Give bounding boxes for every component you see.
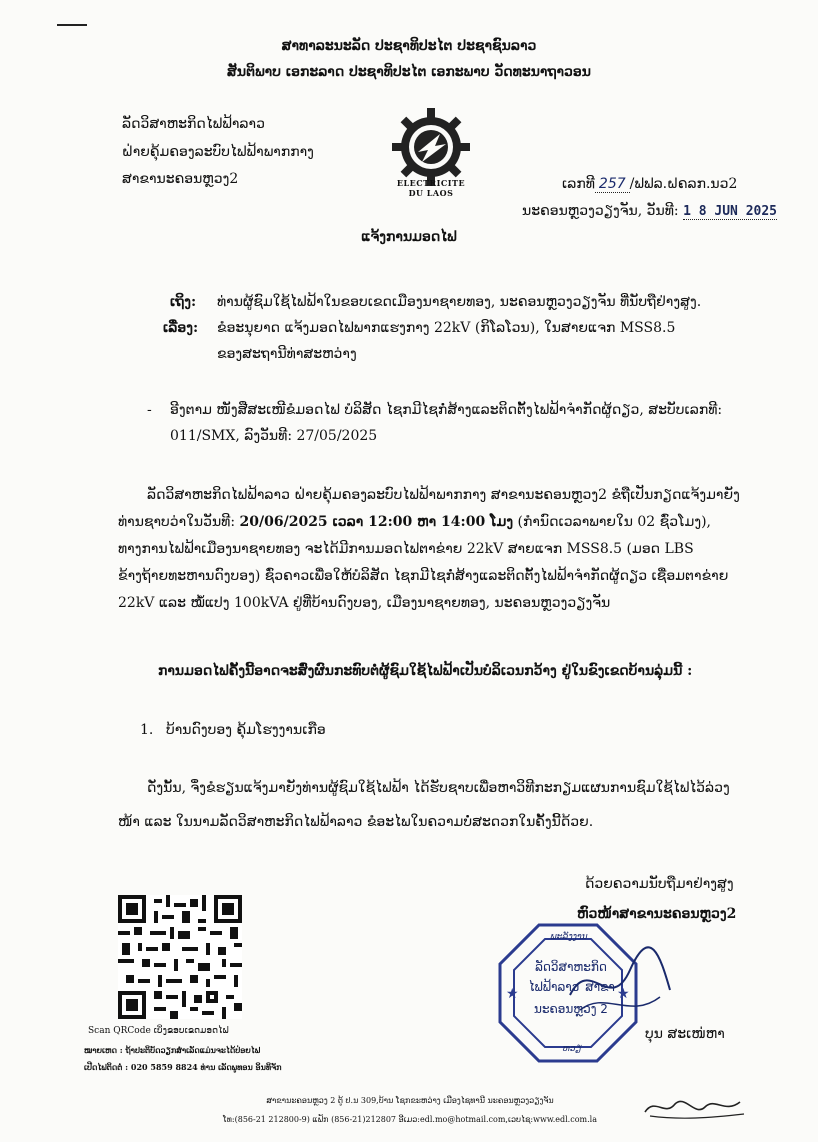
body-line-5: 22kV ແລະ ໝໍ້ແປງ 100kVA ຢູ່ທີ່ບ້ານດົງບອງ, ເມືອງນາຊາຍທອງ, ນະຄອນຫຼວງວຽງຈັນ [118, 595, 611, 611]
footer-contact: ໂທ:(856-21 212800-9) ແຟັກ (856-21)212807 ອີເມວ:edl.mo@hotmail.com,ເວບໄຊ:www.edl.com.la [223, 1115, 597, 1124]
to-label: ເຖິງ: [170, 294, 197, 310]
footer-address: ສາຂານະຄອນຫຼວງ 2 ຕູ້ ປ.ນ 309,ບ້ານ ໂຊກຂະຫວ່າງ ເມືອງໄຊທານີ ນະຄອນຫຼວງວຽງຈັນ [266, 1096, 554, 1105]
ref-number [562, 176, 737, 192]
body-line-2 [118, 509, 711, 536]
qr-note-1: ໝາຍເຫດ : ຖ້າປະຕິບັດວຽກສໍາເລັດແມ່ນຈະໄດ້ປ່ອຍໄຟ [84, 1045, 261, 1055]
stamp-line-2: ໄຟຟ້າລາວ [528, 980, 580, 994]
qr-note-2: ເປີດໄຟຕິດຕໍ່ : 020 5859 8824 ທ່ານ ເລັດພູທອນ ອິນທິຈັກ [84, 1062, 282, 1072]
national-motto: ສັນຕິພາບ ເອກະລາດ ປະຊາທິປະໄຕ ເອກະພາບ ວັດທະນາຖາວອນ [227, 64, 591, 80]
org-branch: ສາຂານະຄອນຫຼວງ2 [122, 171, 239, 187]
respect-line: ດ້ວຍຄວາມນັບຖືມາຢ່າງສູງ [585, 876, 734, 892]
qr-caption: Scan QRCode ເບິ່ງຂອບເຂດມອດໄຟ [88, 1026, 229, 1036]
signatory-position: ຫົວໜ້າສາຂານະຄອນຫຼວງ2 [577, 906, 737, 922]
closing-line-2: ໜ້າ ແລະ ໃນນາມລັດວິສາຫະກິດໄຟຟ້າລາວ ຂໍອະໄພໃນຄວາມບໍ່ສະດວກໃນຄັ້ງນີ້ດ້ວຍ. [118, 814, 594, 830]
reference-line-2: 011/SMX, ລົງວັນທີ: 27/05/2025 [170, 428, 378, 444]
qr-code-icon[interactable] [118, 895, 242, 1019]
stamp-bottom-text: ຫວຽ [562, 1044, 582, 1054]
ref-date-stamp: 1 8 JUN 2025 [683, 204, 777, 219]
signatory-name: ບຸນ ສະເໜ່ຫາ [645, 1026, 725, 1042]
stamp-line-3: ສາຂາ [585, 980, 615, 994]
body-line-3: ທາງການໄຟຟ້າເມືອງນາຊາຍທອງ ຈະໄດ້ມີການມອດໄຟຕາຂ່າຍ 22kV ສາຍແຈກ MSS8.5 (ມອດ LBS [118, 541, 694, 557]
country-name: ສາທາລະນະລັດ ປະຊາທິປະໄຕ ປະຊາຊົນລາວ [281, 38, 537, 54]
closing-line-1: ດັ່ງນັ້ນ, ຈຶ່ງຂໍຮຽນແຈ້ງມາຍັງທ່ານຜູ້ຊົມໃຊ້ໄຟຟ້າ ໄດ້ຮັບຊາບເພື່ອຫາວິທີກະກຽມແຜນການຊົມໃຊ້ໄຟໄວ້ລ່ວງ [147, 780, 730, 796]
affected-area: ບ້ານດົງບອງ ຄຸ້ມໂຮງງານເກືອ [166, 722, 326, 738]
body-date-intro: ທ່ານຊາບວ່າໃນວັນທີ: [118, 514, 236, 530]
impact-statement: ການມອດໄຟຄັ້ງນີ້ອາດຈະສົ່ງຜົນກະທົບຕໍ່ຜູ້ຊົມໃຊ້ໄຟຟ້າເປັນບໍລິເວນກວ້າງ ຢູ່ໃນຂົງເຂດບ້ານລຸ່ມນີ້ : [158, 663, 693, 679]
subject-line-1: ຂໍອະນຸຍາດ ແຈ້ງມອດໄຟພາກແຮງກາງ 22kV (ກິໂລໂວນ), ໃນສາຍແຈກ MSS8.5 [217, 320, 676, 336]
ref-number-label: ເລກທີ [562, 176, 595, 192]
org-name: ລັດວິສາຫະກິດໄຟຟ້າລາວ [122, 116, 265, 132]
list-number: 1. [140, 722, 154, 738]
ref-number-suffix: /ຟຟລ.ຝຄລກ.ນວ2 [629, 176, 738, 192]
document-title: ແຈ້ງການມອດໄຟ [361, 229, 457, 245]
signature-scribble-icon [560, 935, 680, 1025]
outage-duration: (ກໍານົດເວລາພາຍໃນ 02 ຊົ່ວໂມງ), [517, 514, 711, 530]
reference-line-1: ອີງຕາມ ໜັງສືສະເໜີຂໍມອດໄຟ ບໍລິສັດ ໄຊກມີໄຊກໍ່ສ້າງແລະຕິດຕັ້ງໄຟຟ້າຈໍາກັດຜູ້ດຽວ, ສະບັບເລກທີ: [170, 402, 723, 418]
initials-scribble-icon [640, 1092, 750, 1122]
svg-text:★: ★ [506, 986, 519, 1002]
stamp-line-4: ນະຄອນຫຼວງ 2 [534, 1002, 608, 1016]
subject-label: ເລື່ອງ: [163, 320, 199, 336]
scan-mark [57, 24, 87, 26]
stamp-line-1: ລັດວິສາຫະກິດ [535, 960, 607, 974]
reference-bullet: - [147, 402, 152, 418]
stamp-top-text: ພະລັງງານ [550, 932, 588, 942]
ref-number-value: 257 [595, 176, 630, 193]
org-department: ຝ່າຍຄຸ້ມຄອງລະບົບໄຟຟ້າພາກກາງ [122, 144, 314, 160]
subject-line-2: ຂອງສະຖານີທ່າສະຫວ່າງ [217, 346, 357, 362]
body-line-1: ລັດວິສາຫະກິດໄຟຟ້າລາວ ຝ່າຍຄຸ້ມຄອງລະບົບໄຟຟ້າພາກກາງ ສາຂານະຄອນຫຼວງ2 ຂໍຖືເປັນກຽດແຈ້ງມາຍັງ [147, 487, 740, 503]
ref-date [522, 203, 777, 219]
body-line-4: ຂ້າງຖ້າຍທະຫານດົງບອງ) ຊົ່ວຄາວເພື່ອໃຫ້ບໍລິສັດ ໄຊກມີໄຊກໍ່ສ້າງແລະຕິດຕັ້ງໄຟຟ້າຈໍາກັດຜູ້ດຽວ ເຊື່ອມຕາຂ່າຍ [118, 568, 729, 584]
svg-text:★: ★ [617, 986, 630, 1002]
to-text: ທ່ານຜູ້ຊົມໃຊ້ໄຟຟ້າໃນຂອບເຂດເມືອງນາຊາຍທອງ, ນະຄອນຫຼວງວຽງຈັນ ທີ່ນັບຖືຢ່າງສູງ. [217, 294, 702, 310]
logo-caption: ELECTRICITE DU LAOS [396, 178, 466, 198]
ref-date-label: ນະຄອນຫຼວງວຽງຈັນ, ວັນທີ: [522, 203, 679, 219]
outage-datetime: 20/06/2025 ເວລາ 12:00 ຫາ 14:00 ໂມງ [239, 514, 514, 530]
